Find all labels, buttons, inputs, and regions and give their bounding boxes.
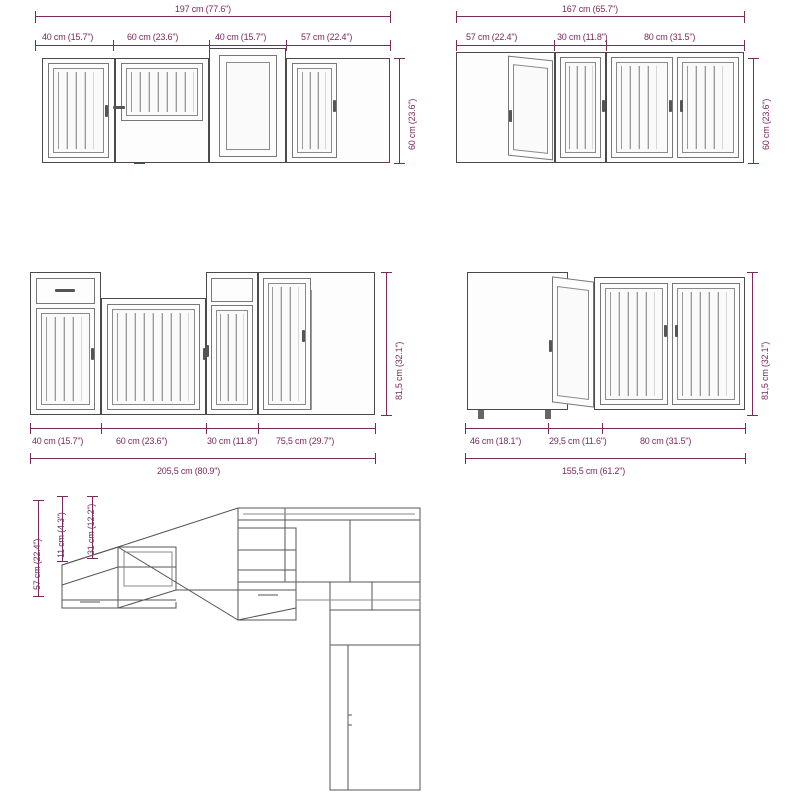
dim-seg-1: 46 cm (18.1")	[470, 436, 522, 446]
tick	[602, 423, 603, 434]
tick	[390, 11, 391, 23]
tick	[548, 423, 549, 434]
panel-slat	[131, 72, 140, 112]
tick	[456, 40, 457, 51]
panel-slat	[585, 66, 593, 149]
panel-slat	[691, 292, 700, 396]
dim-line-167	[456, 16, 744, 17]
panel-slat	[76, 72, 85, 149]
dim-line-815-right	[752, 272, 753, 415]
leg	[545, 410, 551, 419]
tick	[456, 11, 457, 23]
panel-slat	[700, 292, 709, 396]
tick	[465, 453, 466, 464]
dim-seg-1: 57 cm (22.4")	[466, 32, 518, 42]
panel-slat	[73, 317, 82, 401]
dim-seg-1: 40 cm (15.7")	[42, 32, 94, 42]
dim-seg-4: 57 cm (22.4")	[301, 32, 353, 42]
tick	[381, 272, 392, 273]
tick	[101, 423, 102, 434]
door-handle	[333, 100, 336, 112]
panel-slat	[180, 313, 189, 401]
panel-slat	[648, 66, 657, 149]
glass-inset	[226, 62, 270, 150]
dim-total-2055: 205,5 cm (80.9")	[157, 466, 221, 476]
door-handle	[680, 100, 683, 112]
panel-slat	[185, 72, 194, 112]
door-inset	[513, 64, 548, 154]
panel-slat	[646, 292, 655, 396]
panel-slat	[630, 66, 639, 149]
panel-slat	[149, 72, 158, 112]
door-handle	[302, 330, 305, 342]
drawer-handle	[55, 289, 75, 292]
door-inset	[557, 286, 589, 400]
panel-slat	[619, 292, 628, 396]
dim-line-815-left	[386, 272, 387, 415]
panel-slat	[628, 292, 637, 396]
tick	[744, 11, 745, 23]
tick	[206, 423, 207, 434]
panel-slat	[639, 66, 648, 149]
tick	[394, 58, 405, 59]
dim-line-60-right-view	[753, 58, 754, 163]
panel-slat	[126, 313, 135, 401]
tick	[258, 423, 259, 434]
panel-slat	[162, 313, 171, 401]
dim-line-segments-mid-left	[30, 428, 375, 429]
tick	[286, 40, 287, 51]
panel-slat	[158, 72, 167, 112]
panel-slat	[55, 317, 64, 401]
panel-slat	[696, 66, 705, 149]
panel-slat	[171, 313, 180, 401]
drawer-front	[211, 278, 253, 302]
dim-line-2055	[30, 458, 375, 459]
dim-11: 11 cm (4.3")	[56, 512, 66, 558]
tick	[747, 272, 758, 273]
dim-height-60: 60 cm (23.6")	[761, 98, 771, 150]
dim-seg-3: 40 cm (15.7")	[215, 32, 267, 42]
dim-line-segments-mid-right	[465, 428, 745, 429]
tick	[748, 163, 759, 164]
panel-slat	[117, 313, 126, 401]
isometric-geometry	[0, 490, 800, 800]
tick	[744, 40, 745, 51]
dim-line-60-left-view	[399, 58, 400, 163]
tick	[30, 423, 31, 434]
dim-57: 57 cm (22.4")	[32, 538, 42, 590]
dim-height-815: 81,5 cm (32.1")	[760, 341, 770, 400]
panel-slat	[67, 72, 76, 149]
panel-slat	[236, 314, 244, 401]
dim-31: 31 cm (12.2")	[86, 503, 96, 555]
tick	[30, 453, 31, 464]
door-handle	[91, 348, 94, 360]
panel-slat	[176, 72, 185, 112]
tick	[35, 40, 36, 51]
panel-slat	[302, 72, 310, 149]
panel-slat	[621, 66, 630, 149]
door-handle	[113, 106, 125, 109]
panel-slat	[577, 66, 585, 149]
panel-slat	[153, 313, 162, 401]
dim-seg-4: 75,5 cm (29.7")	[276, 436, 335, 446]
dim-seg-1: 40 cm (15.7")	[32, 436, 84, 446]
tick	[35, 11, 36, 23]
panel-slat	[46, 317, 55, 401]
dim-seg-3: 80 cm (31.5")	[644, 32, 696, 42]
dim-line-segments-top-right	[456, 45, 744, 46]
dim-line-segments-top-left	[35, 45, 390, 46]
panel-slat	[709, 292, 718, 396]
dim-seg-2: 29,5 cm (11.6")	[549, 436, 607, 446]
tick	[554, 40, 555, 51]
tick	[390, 40, 391, 51]
tick	[375, 423, 376, 434]
panel-slat	[310, 72, 318, 149]
panel-slat	[228, 314, 236, 401]
panel-slat	[135, 313, 144, 401]
panel-slat	[281, 287, 290, 401]
tick	[747, 415, 758, 416]
tick	[134, 163, 145, 164]
panel-slat	[318, 72, 326, 149]
door-handle	[549, 340, 552, 352]
panel-slat	[85, 72, 94, 149]
panel-slat	[290, 287, 299, 401]
tick	[465, 423, 466, 434]
dim-height-815: 81,5 cm (32.1")	[394, 341, 404, 400]
panel-slat	[569, 66, 577, 149]
dim-total-1555: 155,5 cm (61.2")	[562, 466, 626, 476]
panel-slat	[220, 314, 228, 401]
door-handle	[206, 345, 209, 357]
tick	[748, 58, 759, 59]
panel-slat	[58, 72, 67, 149]
panel-slat	[140, 72, 149, 112]
panel-slat	[144, 313, 153, 401]
panel-slat	[610, 292, 619, 396]
door-handle	[675, 325, 678, 337]
leg	[478, 410, 484, 419]
dim-line-197	[35, 16, 390, 17]
door-handle	[669, 100, 672, 112]
door-handle	[664, 325, 667, 337]
dim-seg-3: 30 cm (11.8")	[207, 436, 258, 446]
door-handle	[602, 100, 605, 112]
door-handle	[509, 110, 512, 122]
tick	[113, 40, 114, 51]
dim-seg-2: 60 cm (23.6")	[116, 436, 168, 446]
door-handle	[105, 105, 108, 117]
tick	[381, 415, 392, 416]
panel-slat	[718, 292, 727, 396]
panel-slat	[272, 287, 281, 401]
dim-seg-3: 80 cm (31.5")	[640, 436, 692, 446]
dim-total-197: 197 cm (77.6")	[175, 4, 231, 14]
dim-seg-2: 30 cm (11.8")	[557, 32, 608, 42]
tick	[394, 163, 405, 164]
panel-slat	[705, 66, 714, 149]
panel-slat	[687, 66, 696, 149]
tick	[375, 453, 376, 464]
dim-seg-2: 60 cm (23.6")	[127, 32, 179, 42]
panel-slat	[167, 72, 176, 112]
dim-line-1555	[465, 458, 745, 459]
dim-total-167: 167 cm (65.7")	[562, 4, 618, 14]
panel-slat	[682, 292, 691, 396]
edge-line	[311, 290, 312, 410]
panel-slat	[64, 317, 73, 401]
tick	[745, 453, 746, 464]
dim-height-60: 60 cm (23.6")	[407, 98, 417, 150]
panel-slat	[637, 292, 646, 396]
panel-slat	[714, 66, 723, 149]
tick	[745, 423, 746, 434]
